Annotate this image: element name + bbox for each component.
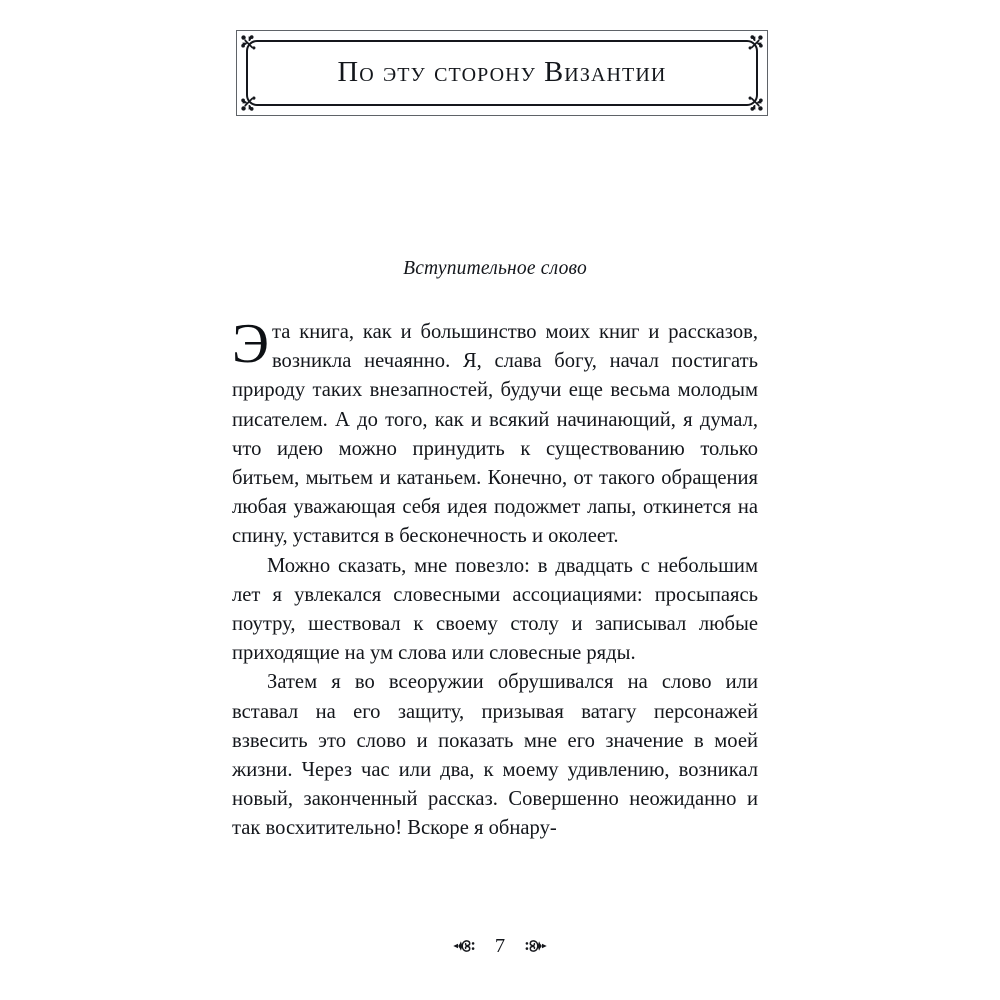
paragraph-text: та книга, как и большинство моих книг и рассказов, возникла нечаянно. Я, слава богу, начал постигать природу таких внезапностей, будучи еще весьма молодым писателем. А до того, как и всякий начинающий, я думал, что идею можно принудить к существованию только битьем, мытьем и катаньем. Конечно, от такого обращения любая уважающая себя идея подожмет лапы, откинется на спину, уставится в бесконечность и околеет. — [232, 321, 758, 548]
book-title: По эту сторону Византии — [337, 56, 667, 88]
fleuron-ornament-icon — [452, 935, 476, 957]
drop-cap: Э — [232, 313, 269, 375]
paragraph: Затем я во всеоружии обрушивался на слово или вставал на его защиту, призывая ватагу персонажей взвесить это слово и показать мне его значение в моей жизни. Через час или два, к моему удивлению, возникал новый, законченный рассказ. Совершенно неожиданно и так восхитительно! Вскоре я обнару- — [232, 671, 758, 840]
paragraph — [232, 313, 758, 552]
fleuron-ornament-icon — [524, 935, 548, 957]
page-number: 7 — [494, 934, 506, 957]
floral-corner-ornament-icon — [240, 34, 257, 51]
paragraph: Можно сказать, мне повезло: в двадцать с небольшим лет я увлекался словесными ассоциациями: просыпаясь поутру, шествовал к своему столу и записывал любые приходящие на ум слова или словесные ряды. — [232, 554, 758, 665]
floral-corner-ornament-icon — [747, 95, 764, 112]
section-label: Вступительное слово — [403, 258, 587, 279]
text-column — [232, 258, 758, 844]
title-plate — [236, 30, 768, 116]
floral-corner-ornament-icon — [240, 95, 257, 112]
floral-corner-ornament-icon — [747, 34, 764, 51]
page-footer — [0, 935, 1000, 957]
